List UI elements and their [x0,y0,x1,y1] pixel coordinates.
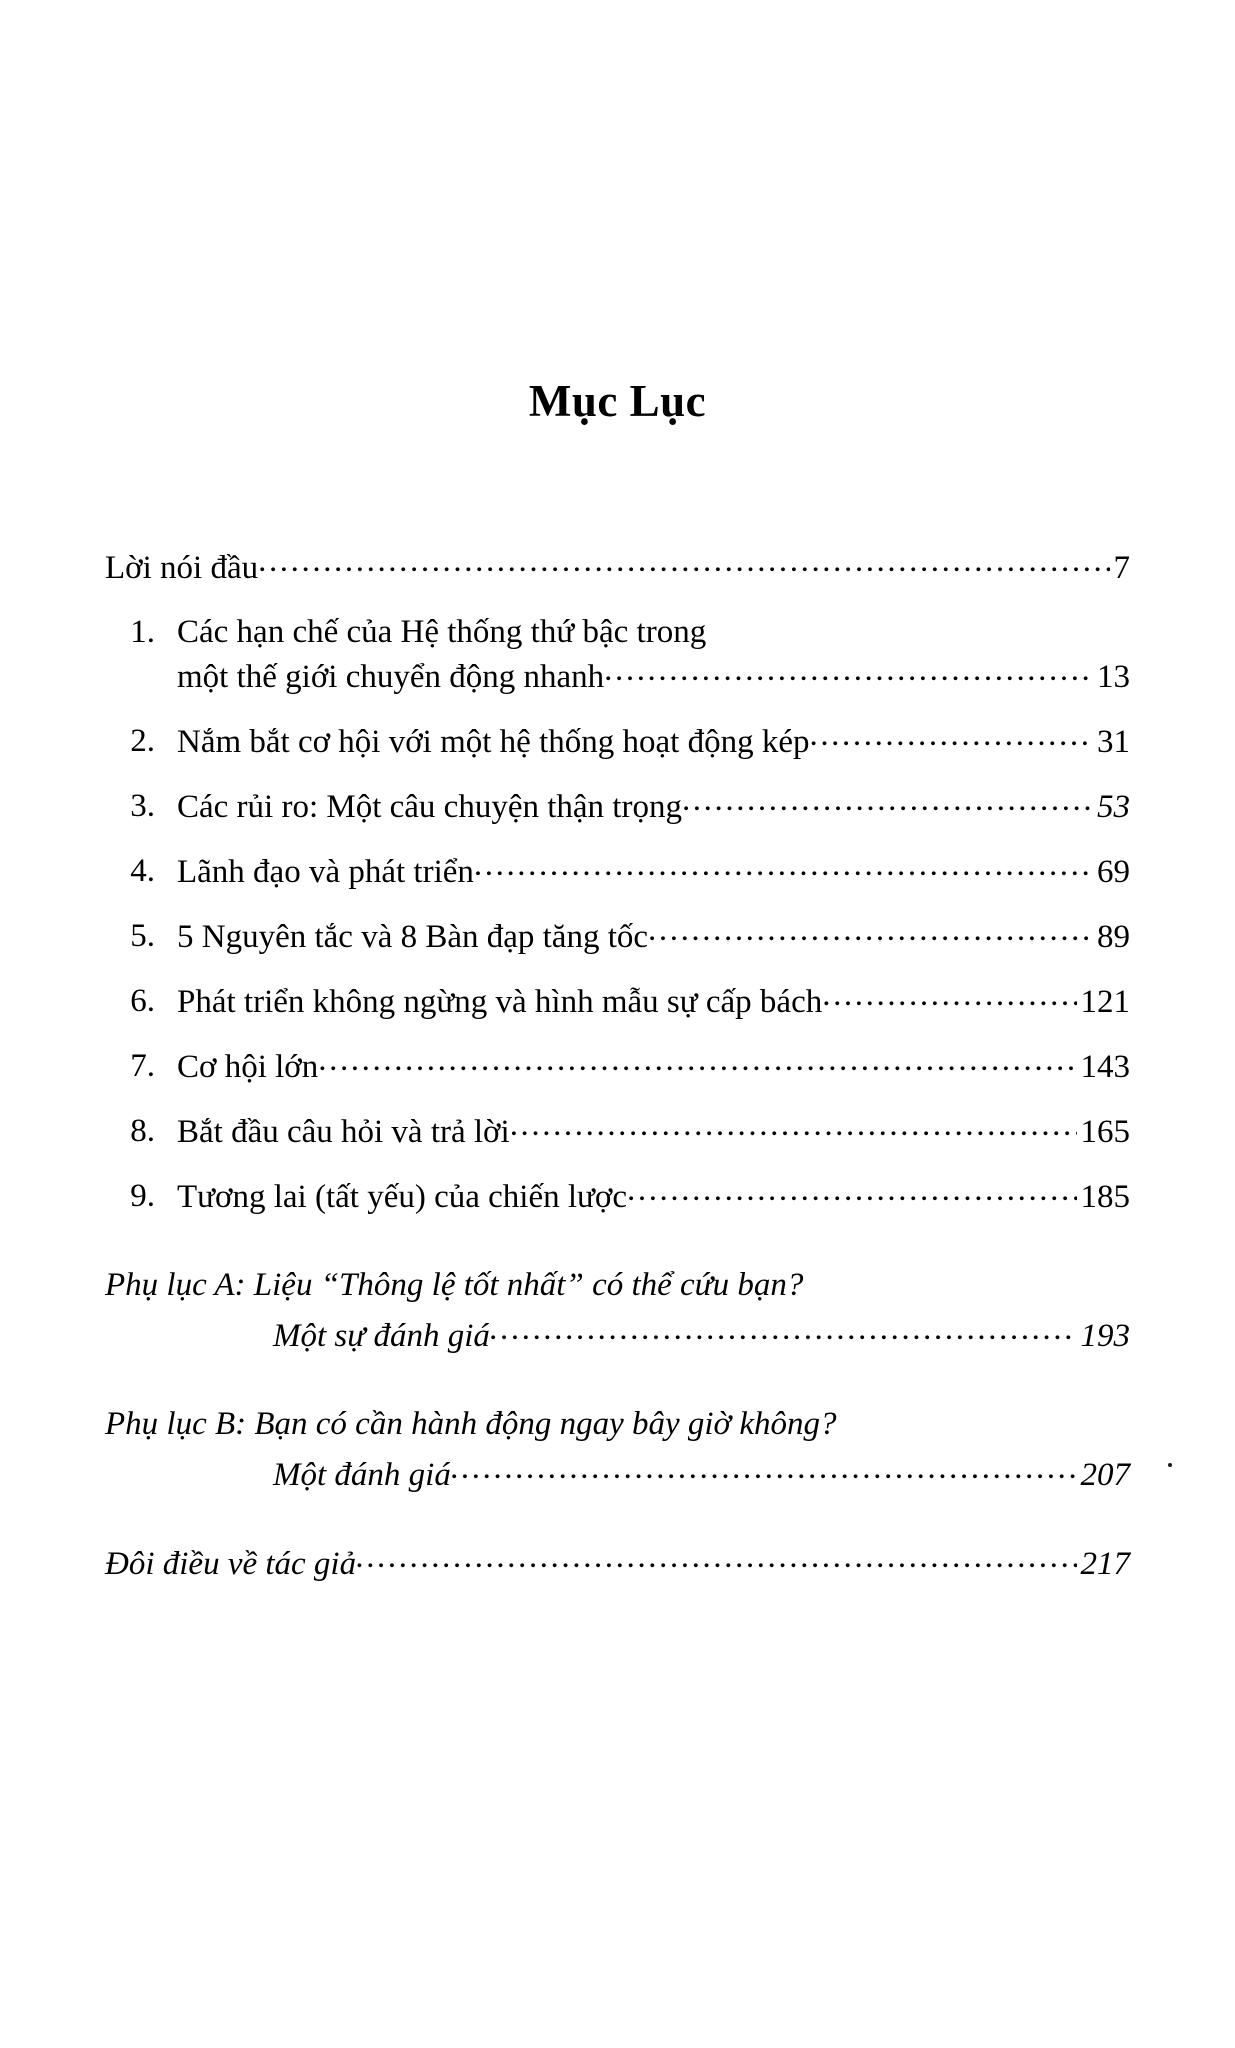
toc-page-number: 207 [1080,1457,1130,1493]
chapter-number: 8. [130,1113,155,1149]
leader-dots [809,719,1093,752]
toc-entry-chapter-7[interactable] [105,1044,1130,1089]
chapter-number: 4. [130,853,155,889]
chapter-number: 3. [130,788,155,824]
chapter-title-line-1: Các hạn chế của Hệ thống thứ bậc trong [177,614,707,650]
toc-row [177,1109,1130,1154]
chapter-body [177,610,1130,699]
toc-page-number: 143 [1080,1049,1130,1085]
toc-entry-appendix-a[interactable] [105,1263,1130,1358]
leader-dots [356,1541,1076,1574]
toc-entry-chapter-4[interactable] [105,849,1130,894]
appendix-subtitle-row [105,1313,1130,1358]
scan-speck [1168,1463,1172,1467]
appendix-heading: Phụ lục A: Liệu “Thông lệ tốt nhất” có thể cứu bạn? [105,1267,804,1303]
toc-row [105,1541,1130,1586]
toc-row [177,849,1130,894]
leader-dots [648,914,1093,947]
toc-page-number: 89 [1097,919,1130,955]
leader-dots [510,1109,1077,1142]
leader-dots [451,1452,1077,1485]
toc-entry-chapter-6[interactable] [105,979,1130,1024]
chapter-body [177,719,1130,764]
leader-dots [318,1044,1076,1077]
leader-dots [822,979,1076,1012]
toc-row [177,914,1130,959]
appendix-subtitle: Một sự đánh giá [273,1318,490,1354]
toc-row [177,979,1130,1024]
chapter-body [177,979,1130,1024]
toc-page-number: 7 [1113,550,1130,586]
appendix-heading: Phụ lục B: Bạn có cần hành động ngay bây giờ không? [105,1406,837,1442]
chapter-title: Cơ hội lớn [177,1049,319,1085]
chapter-number: 5. [130,918,155,954]
chapter-title-line-2: một thế giới chuyển động nhanh [177,659,605,695]
chapter-body [177,1174,1130,1219]
toc-page-number: 121 [1080,984,1130,1020]
chapter-title: Phát triển không ngừng và hình mẫu sự cấp bách [177,984,823,1020]
chapter-number: 6. [130,983,155,1019]
toc-entry-chapter-9[interactable] [105,1174,1130,1219]
leader-dots [682,784,1093,817]
toc-row [105,545,1130,590]
chapter-body [177,914,1130,959]
chapter-number: 9. [130,1178,155,1214]
chapter-number: 2. [130,723,155,759]
toc-page-number: 185 [1080,1179,1130,1215]
toc-entry-chapter-3[interactable] [105,784,1130,829]
toc-entry-chapter-5[interactable] [105,914,1130,959]
chapter-body [177,849,1130,894]
toc-row [177,719,1130,764]
toc-row [273,1313,1130,1358]
toc-row [273,1452,1130,1497]
table-of-contents-list [105,545,1130,1586]
toc-entry-appendix-b[interactable] [105,1402,1130,1497]
toc-row [177,784,1130,829]
toc-page-number: 53 [1097,789,1130,825]
toc-page-number: 165 [1080,1114,1130,1150]
chapter-title: 5 Nguyên tắc và 8 Bàn đạp tăng tốc [177,919,649,955]
appendix-subtitle-row [105,1452,1130,1497]
toc-entry-chapter-8[interactable] [105,1109,1130,1154]
toc-row [177,654,1130,699]
toc-row [177,1174,1130,1219]
page-title: Mục Lục [528,376,707,426]
leader-dots [490,1313,1077,1346]
toc-page-number: 13 [1097,659,1130,695]
toc-page-number: 31 [1097,724,1130,760]
toc-entry-chapter-2[interactable] [105,719,1130,764]
chapter-body [177,1044,1130,1089]
chapter-title: Các rủi ro: Một câu chuyện thận trọng [177,789,682,825]
chapter-number: 7. [130,1048,155,1084]
toc-entry-chapter-1[interactable] [105,610,1130,699]
leader-dots [604,654,1093,687]
chapter-title: Bắt đầu câu hỏi và trả lời [177,1114,510,1150]
toc-entry-label: Lời nói đầu [105,550,259,586]
toc-page-number: 193 [1080,1318,1130,1354]
toc-entry-preface[interactable] [105,545,1130,590]
chapter-title: Lãnh đạo và phát triển [177,854,474,890]
chapter-body [177,1109,1130,1154]
leader-dots [258,545,1109,578]
appendix-subtitle: Một đánh giá [273,1457,451,1493]
about-author-label: Đôi điều về tác giả [105,1546,357,1582]
toc-entry-about-author[interactable] [105,1541,1130,1586]
chapter-number: 1. [130,614,155,650]
toc-page-number: 69 [1097,854,1130,890]
chapter-title: Tương lai (tất yếu) của chiến lược [177,1179,627,1215]
leader-dots [627,1174,1077,1207]
toc-page-number: 217 [1080,1546,1130,1582]
toc-row [177,1044,1130,1089]
chapter-body [177,784,1130,829]
leader-dots [474,849,1093,882]
chapter-title: Nắm bắt cơ hội với một hệ thống hoạt động kép [177,724,810,760]
